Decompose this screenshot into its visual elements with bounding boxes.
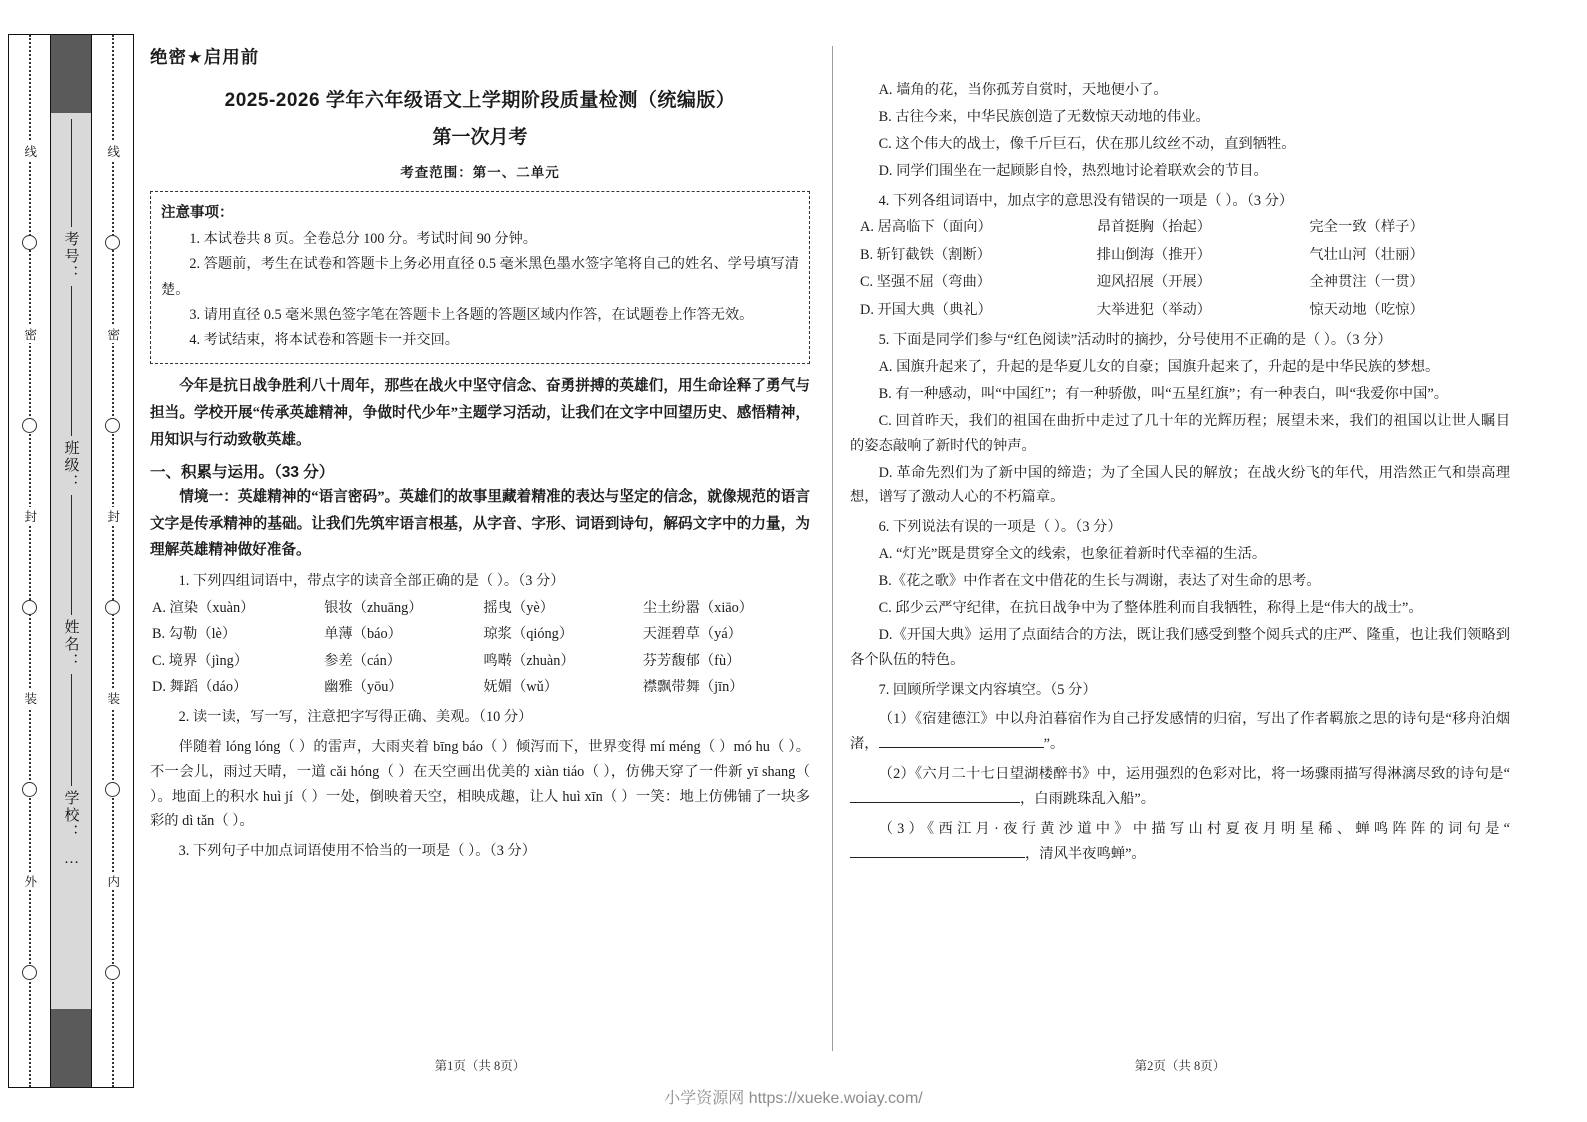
student-info-strip: [50, 35, 92, 1087]
field-label-more: …: [63, 851, 80, 867]
option-cell: 惊天动地（吃惊）: [1309, 301, 1424, 318]
option-cell: A. 渲染（xuàn）: [152, 599, 255, 616]
page-column-left: [150, 30, 810, 1073]
answer-blank[interactable]: [879, 747, 1044, 748]
option-cell: C. 境界（jìng）: [152, 652, 249, 669]
question-7-sub-3: [850, 817, 1510, 867]
seal-marker-label: 外: [23, 872, 36, 891]
option-cell: C. 坚强不屈（弯曲）: [860, 274, 992, 291]
question-5-stem: 5. 下面是同学们参与“红色阅读”活动时的摘抄，分号使用不正确的是（ ）。（3 分）: [878, 332, 1392, 349]
write-rule: [71, 674, 72, 786]
question-7-sub-1: [850, 707, 1510, 757]
watermark: 小学资源网 https://xueke.woiay.com/: [664, 1090, 923, 1107]
write-rule: [71, 119, 72, 227]
notice-item: 2. 答题前，考生在试卷和答题卡上务必用直径 0.5 毫米黑色墨水签字笔将自己的姓名、学号填写清楚。: [161, 256, 799, 298]
scene-paragraph-one: 情境一：英雄精神的“语言密码”。英雄们的故事里藏着精准的表达与坚定的信念，就像规范的语言文字是传承精神的基础。让我们先筑牢语言根基，从字音、字形、词语到诗句，解码文字中的力量，为理解英雄精神做好准备。: [150, 489, 810, 559]
seal-marker-label: 封: [106, 507, 119, 526]
write-rule: [71, 286, 72, 436]
question-4-row: [850, 270, 1510, 295]
strip-cap-bottom: [51, 1009, 91, 1087]
option-cell: 迎风招展（开展）: [1096, 274, 1212, 291]
exam-scope: 考查范围：第一、二单元: [400, 165, 560, 180]
question-4-stem: 4. 下列各组词语中，加点字的意思没有错误的一项是（ ）。（3 分）: [878, 192, 1294, 209]
page-column-right: [850, 30, 1510, 1073]
seal-marker-label: 封: [23, 507, 36, 526]
circle-icon: [22, 782, 37, 797]
question-6-stem: 6. 下列说法有误的一项是（ ）。（3 分）: [878, 519, 1122, 536]
question-3-option-a: A. 墙角的花，当你孤芳自赏时，天地便小了。: [878, 82, 1168, 98]
circle-icon: [22, 965, 37, 980]
option-cell: B. 勾勒（lè）: [152, 626, 237, 643]
option-cell: A. 居高临下（面向）: [860, 219, 992, 236]
seal-marker-label: 装: [23, 689, 36, 708]
circle-icon: [22, 418, 37, 433]
question-3-stem: 3. 下列句子中加点词语使用不恰当的一项是（ ）。（3 分）: [178, 843, 537, 860]
circle-icon: [105, 235, 120, 250]
question-6-option-c: C. 邱少云严守纪律，在抗日战争中为了整体胜利而自我牺牲，称得上是“伟大的战士”。: [878, 599, 1423, 616]
field-label-school: 学校：: [62, 790, 79, 841]
option-cell: 尘土纷嚣（xiāo）: [642, 599, 754, 616]
seal-marker-label: 线: [106, 142, 119, 161]
question-5-option-b: B. 有一种感动，叫“中国红”；有一种骄傲，叫“五星红旗”；有一种表白，叫“我爱你中国”。: [878, 385, 1449, 402]
option-cell: 芬芳馥郁（fù）: [642, 652, 741, 669]
notice-box: [150, 191, 810, 364]
seal-marker-label: 密: [23, 325, 36, 344]
option-cell: 幽雅（yōu）: [324, 679, 403, 696]
seal-marker-group-inner: [92, 35, 133, 1087]
circle-icon: [105, 600, 120, 615]
exam-sheet: [150, 30, 1570, 1090]
question-6-option-d: D.《开国大典》运用了点面结合的方法，既让我们感受到整个阅兵式的庄严、隆重，也让我们领略到各个队伍的特色。: [850, 626, 1510, 668]
answer-blank[interactable]: [850, 857, 1025, 858]
question-2-body: 伴随着 lóng lóng（ ）的雷声，大雨夹着 bīng báo（ ）倾泻而下，世界变得 mí méng（ ）mó hu（ ）。不一会儿，雨过天晴，一道 cǎi hóng（ ）在天空画出优美的 xiàn tiáo（ ），仿佛天穿了一件新 yī shang（ ）。地面上的积水 huì jí（ ）一处，倒映着天空，相映成趣，让人 huì xīn（ ）一笑：地上仿佛铺了一块多彩的 dì tǎn（ ）。: [150, 738, 810, 830]
fill-blank-prefix: （2）《六月二十七日望湖楼醉书》中，运用强烈的色彩对比，将一场骤雨描写得淋漓尽致的诗句是“: [878, 766, 1510, 783]
field-label-class: 班级：: [62, 440, 79, 491]
intro-paragraph: 今年是抗日战争胜利八十周年，那些在战火中坚守信念、奋勇拼搏的英雄们，用生命诠释了勇气与担当。学校开展“传承英雄精神，争做时代少年”主题学习活动，让我们在文字中回望历史、感悟精神，用知识与行动致敬英雄。: [150, 378, 810, 448]
circle-icon: [105, 782, 120, 797]
fill-blank-suffix: ，清风半夜鸣蝉”。: [1025, 845, 1146, 862]
question-6-option-a: A. “灯光”既是贯穿全文的线索，也象征着新时代幸福的生活。: [878, 546, 1267, 563]
seal-marker-group-outer: [9, 35, 50, 1087]
option-cell: 摇曳（yè）: [483, 599, 555, 616]
notice-item: 4. 考试结束，将本试卷和答题卡一并交回。: [189, 332, 459, 349]
seal-dotted-line-inner: [92, 35, 133, 1087]
seal-marker-label: 装: [106, 689, 119, 708]
option-cell: D. 舞蹈（dáo）: [152, 679, 248, 696]
option-cell: 气壮山河（壮丽）: [1309, 246, 1424, 263]
question-3-option-b: B. 古往今来，中华民族创造了无数惊天动地的伟业。: [878, 108, 1210, 125]
field-label-name: 姓名：: [62, 619, 79, 670]
seal-dotted-line-outer: [9, 35, 50, 1087]
question-4-row: [850, 215, 1510, 240]
question-6-option-b: B.《花之歌》中作者在文中借花的生长与凋谢，表达了对生命的思考。: [878, 573, 1321, 589]
circle-icon: [105, 965, 120, 980]
notice-heading: 注意事项：: [161, 205, 234, 221]
question-7-sub-2: [850, 762, 1510, 812]
question-1-row: [150, 649, 810, 674]
strip-cap-top: [51, 35, 91, 113]
column-divider: [832, 46, 833, 1051]
question-1-row: [150, 675, 810, 700]
notice-item: 3. 请用直径 0.5 毫米黑色签字笔在答题卡上各题的答题区域内作答，在试题卷上作答无效。: [189, 306, 754, 323]
write-rule: [71, 495, 72, 615]
page-footer-left: 第1页（共 8页）: [434, 1059, 526, 1073]
notice-item: 1. 本试卷共 8 页。全卷总分 100 分。考试时间 90 分钟。: [189, 231, 537, 247]
question-2-stem: 2. 读一读，写一写，注意把字写得正确、美观。（10 分）: [178, 708, 533, 725]
student-info-fields: [51, 113, 91, 1009]
option-cell: 妩媚（wǔ）: [483, 679, 559, 696]
question-7-stem: 7. 回顾所学课文内容填空。（5 分）: [878, 681, 1097, 698]
option-cell: 参差（cán）: [324, 652, 402, 669]
question-1-row: [150, 622, 810, 647]
question-1-stem: 1. 下列四组词语中，带点字的读音全部正确的是（ ）。（3 分）: [178, 572, 565, 589]
option-cell: 大举进犯（举动）: [1096, 301, 1212, 318]
question-5-option-c: C. 回首昨天，我们的祖国在曲折中走过了几十年的光辉历程；展望未来，我们的祖国以让世人瞩目的姿态敲响了新时代的钟声。: [850, 412, 1510, 454]
circle-icon: [22, 235, 37, 250]
circle-icon: [105, 418, 120, 433]
seal-marker-label: 线: [23, 142, 36, 161]
seal-marker-label: 内: [106, 872, 119, 891]
question-3-option-d: D. 同学们围坐在一起顾影自怜，热烈地讨论着联欢会的节目。: [878, 162, 1268, 179]
seal-line-sidebar: [8, 34, 134, 1088]
exam-title: 2025-2026 学年六年级语文上学期阶段质量检测（统编版）: [224, 90, 736, 111]
question-4-row: [850, 243, 1510, 268]
section-heading-one: 一、积累与运用。（33 分）: [150, 464, 335, 482]
fill-blank-suffix: ，白雨跳珠乱入船”。: [1020, 791, 1156, 807]
option-cell: 完全一致（样子）: [1309, 219, 1424, 236]
option-cell: 琼浆（qióng）: [483, 626, 574, 643]
fill-blank-suffix: ”。: [1043, 736, 1065, 753]
circle-icon: [22, 600, 37, 615]
option-cell: 银妆（zhuāng）: [324, 599, 423, 616]
option-cell: 鸣啭（zhuàn）: [483, 652, 575, 669]
question-5-option-a: A. 国旗升起来了，升起的是华夏儿女的自豪；国旗升起来了，升起的是中华民族的梦想。: [878, 359, 1440, 375]
question-1-row: [150, 596, 810, 621]
option-cell: 天涯碧草（yá）: [642, 626, 742, 643]
question-5-option-d: D. 革命先烈们为了新中国的缔造；为了全国人民的解放；在战火纷飞的年代，用浩然正气和崇高理想，谱写了激动人心的不朽篇章。: [850, 464, 1510, 506]
exam-subtitle: 第一次月考: [432, 127, 528, 148]
seal-marker-label: 密: [106, 325, 119, 344]
question-4-row: [850, 298, 1510, 323]
option-cell: 襟飘带舞（jīn）: [642, 679, 744, 696]
secret-label: 绝密★启用前: [150, 47, 260, 67]
field-label-exam-number: 考号：: [62, 231, 79, 282]
option-cell: 全神贯注（一贯）: [1309, 274, 1424, 291]
option-cell: 昂首挺胸（抬起）: [1096, 219, 1212, 236]
option-cell: 排山倒海（推开）: [1096, 246, 1212, 263]
option-cell: D. 开国大典（典礼）: [860, 301, 992, 318]
option-cell: B. 斩钉截铁（割断）: [860, 246, 992, 263]
fill-blank-prefix: （3）《西江月·夜行黄沙道中》中描写山村夏夜月明星稀、蝉鸣阵阵的词句是“: [878, 820, 1510, 837]
fill-blank-prefix: （1）《宿建德江》中以舟泊暮宿作为自己抒发感情的归宿，写出了作者羁旅之思的诗句是“移舟泊烟渚，: [850, 711, 1510, 753]
page-footer-right: 第2页（共 8页）: [1134, 1059, 1226, 1073]
option-cell: 单薄（báo）: [324, 626, 402, 643]
question-3-option-c: C. 这个伟大的战士，像千斤巨石，伏在那儿纹丝不动，直到牺牲。: [878, 135, 1296, 152]
answer-blank[interactable]: [850, 802, 1020, 803]
